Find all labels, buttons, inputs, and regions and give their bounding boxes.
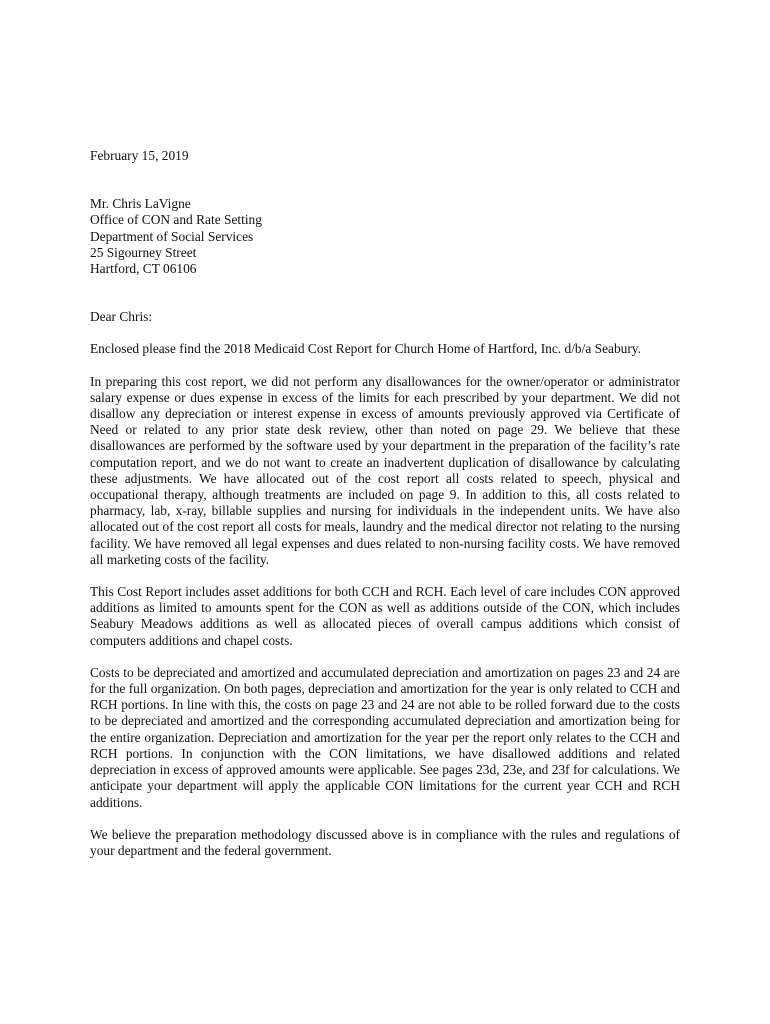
recipient-department: Department of Social Services [90,228,254,244]
recipient-office: Office of CON and Rate Setting [90,212,262,228]
recipient-city-state-zip: Hartford, CT 06106 [90,261,197,277]
recipient-name: Mr. Chris LaVigne [90,196,191,212]
salutation: Dear Chris: [90,309,153,325]
paragraph-disallowances: In preparing this cost report, we did not perform any disallowances for the owner/operator or administrator salary expense or dues expense in excess of the limits for each prescribed by your department. We did not disallow any depreciation or interest expense in excess of amounts previously approved via Certificate of Need or related to any prior state desk review, other than noted on page 29. We believe that these disallowances are performed by the software used by your department in the preparation of the facility’s rate computation report, and we do not want to create an inadvertent duplication of disallowance by calculating these adjustments. We have allocated out of the cost report all costs related to speech, physical and occupational therapy, although treatments are included on page 9. In addition to this, all costs related to pharmacy, lab, x-ray, billable supplies and nursing for individuals in the independent units. We have also allocated out of the cost report all costs for meals, laundry and the medical director not relating to the nursing facility. We have removed all legal expenses and dues related to non-nursing facility costs. We have removed all marketing costs of the facility. [90,373,680,567]
letter-date: February 15, 2019 [90,148,189,163]
recipient-address [90,196,680,277]
paragraph-depreciation: Costs to be depreciated and amortized and accumulated depreciation and amortization on pages 23 and 24 are for the full organization. On both pages, depreciation and amortization for the year is only related to CCH and RCH portions. In line with this, the costs on page 23 and 24 are not able to be rolled forward due to the costs to be depreciated and amortized and the corresponding accumulated depreciation and amortization being for the entire organization. Depreciation and amortization for the year per the report only relates to the CCH and RCH portions. In conjunction with the CON limitations, we have disallowed additions and related depreciation in excess of approved amounts were applicable. See pages 23d, 23e, and 23f for calculations. We anticipate your department will apply the applicable CON limitations for the current year CCH and RCH additions. [90,664,680,810]
paragraph-asset-additions: This Cost Report includes asset additions for both CCH and RCH. Each level of care includes CON approved additions as limited to amounts spent for the CON as well as additions outside of the CON, which includes Seabury Meadows additions as well as allocated pieces of overall campus additions which consist of computers additions and chapel costs. [90,584,680,648]
paragraph-enclosure: Enclosed please find the 2018 Medicaid Cost Report for Church Home of Hartford, Inc. d/b/a Seabury. [90,341,641,357]
paragraph-compliance: We believe the preparation methodology discussed above is in compliance with the rules and regulations of your department and the federal government. [90,826,680,858]
letter-body [90,148,680,875]
recipient-street: 25 Sigourney Street [90,244,197,260]
